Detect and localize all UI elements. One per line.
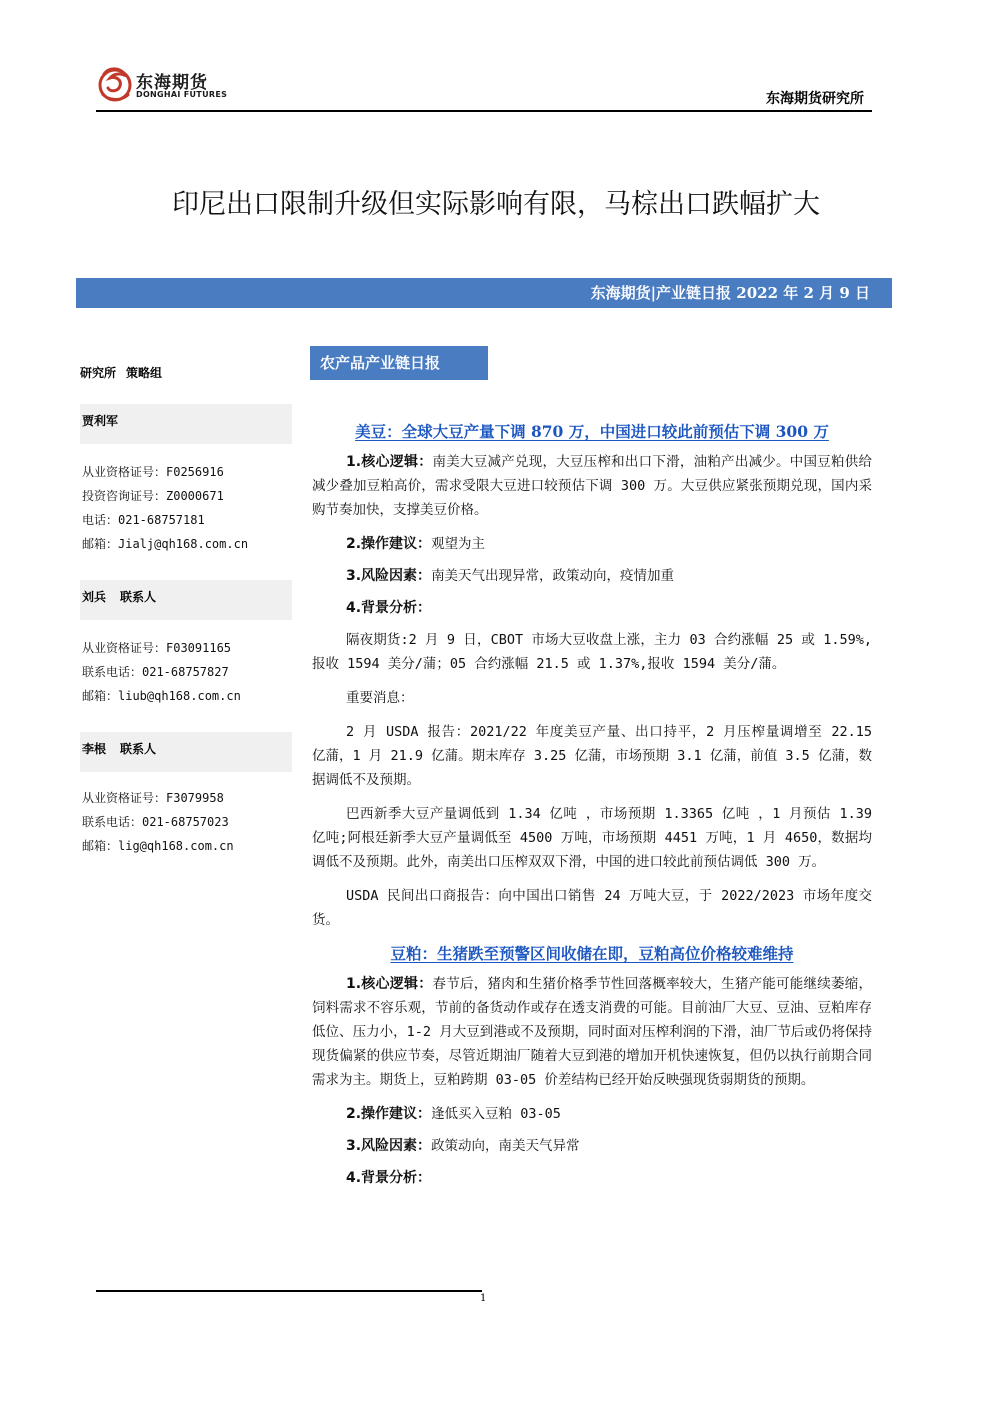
- risk-label: 3.风险因素：: [346, 1138, 432, 1154]
- report-body: [312, 420, 872, 1198]
- risk-text: 南美天气出现异常，政策动向，疫情加重: [431, 568, 675, 584]
- contact-line: 从业资格证号：F3079958: [82, 791, 224, 805]
- core-logic-text: 南美大豆减产兑现，大豆压榨和出口下滑，油粕产出减少。中国豆粕供给减少叠加豆粕高价，需求受限大豆进口较预估下调 300 万。大豆供应紧张预期兑现，国内采购节奏加快，支撑美豆价格。: [312, 454, 873, 518]
- background-analysis: [312, 596, 872, 620]
- contact-role: 联系人: [120, 742, 157, 756]
- contact-line: 电话：021-68757181: [82, 513, 205, 527]
- contact-name: 李根: [82, 742, 107, 756]
- background-paragraph: 重要消息：: [346, 690, 414, 706]
- core-logic-label: 1.核心逻辑：: [346, 976, 433, 992]
- logo-text-cn: 东海期货: [136, 73, 208, 93]
- contact-details: [82, 460, 248, 556]
- logo-text-en: DONGHAI FUTURES: [136, 90, 228, 99]
- contact-header: [80, 404, 292, 444]
- report-title: 印尼出口限制升级但实际影响有限，马棕出口跌幅扩大: [172, 189, 820, 220]
- advice-label: 2.操作建议：: [346, 536, 432, 552]
- contact-email[interactable]: 邮箱：liub@qh168.com.cn: [82, 689, 241, 703]
- contact-email[interactable]: 邮箱：lig@qh168.com.cn: [82, 839, 234, 853]
- background-label: 4.背景分析：: [346, 600, 432, 616]
- core-logic: [312, 972, 872, 1092]
- page-number: 1: [480, 1293, 487, 1304]
- contact-name: 贾利军: [82, 414, 119, 428]
- risk-factors: [312, 564, 872, 588]
- section-heading-soybean[interactable]: 美豆：全球大豆产量下调 870 万，中国进口较此前预估下调 300 万: [355, 422, 829, 441]
- risk-text: 政策动向，南美天气异常: [431, 1138, 580, 1154]
- contact-line: 从业资格证号：F03091165: [82, 641, 232, 655]
- advice-text: 逢低买入豆粕 03-05: [431, 1106, 561, 1122]
- contact-name: 刘兵: [82, 590, 107, 604]
- advice-text: 观望为主: [431, 536, 486, 552]
- company-logo: [96, 64, 236, 108]
- section-heading-soymeal[interactable]: 豆粕：生猪跌至预警区间收储在即，豆粕高位价格较难维持: [390, 944, 794, 963]
- operation-advice: [312, 532, 872, 556]
- date-banner: 东海期货|产业链日报 2022 年 2 月 9 日: [76, 278, 892, 308]
- core-logic: [312, 450, 872, 522]
- contact-header: [80, 732, 292, 772]
- header-org-name: 东海期货研究所: [766, 91, 864, 107]
- contact-details: [82, 786, 234, 858]
- header-divider: [96, 110, 872, 112]
- group-team: 策略组: [126, 366, 163, 380]
- contact-role: 联系人: [120, 590, 157, 604]
- section-tag: 农产品产业链日报: [310, 346, 488, 380]
- contact-line: 联系电话：021-68757827: [82, 665, 229, 679]
- contact-line: 投资咨询证号：Z0000671: [82, 489, 224, 503]
- advice-label: 2.操作建议：: [346, 1106, 432, 1122]
- contact-line: 联系电话：021-68757023: [82, 815, 229, 829]
- background-paragraph: 隔夜期货:2 月 9 日，CBOT 市场大豆收盘上涨，主力 03 合约涨幅 25 或 1.59%,报收 1594 美分/蒲；05 合约涨幅 21.5 或 1.37%,报收 1594 美分/蒲。: [312, 632, 872, 672]
- risk-label: 3.风险因素：: [346, 568, 432, 584]
- background-label: 4.背景分析：: [346, 1170, 432, 1186]
- operation-advice: [312, 1102, 872, 1126]
- contact-line: 从业资格证号：F0256916: [82, 465, 224, 479]
- footer-divider: [96, 1290, 482, 1292]
- sidebar-group-label: [80, 364, 172, 381]
- contact-details: [82, 636, 241, 708]
- core-logic-text: 春节后，猪肉和生猪价格季节性回落概率较大，生猪产能可能继续萎缩，饲料需求不容乐观，节前的备货动作或存在透支消费的可能。目前油厂大豆、豆油、豆粕库存低位、压力小，1-2 月大豆到港或不及预期，同时面对压榨利润的下滑，油厂节后或仍将保持现货偏紧的供应节奏，尽管近期油厂随着大豆到港的增加开机快速恢复，但仍以执行前期合同需求为主。期货上，豆粕跨期 03-05 价差结构已经开始反映强现货弱期货的预期。: [312, 976, 873, 1088]
- core-logic-label: 1.核心逻辑：: [346, 454, 433, 470]
- background-analysis: [312, 1166, 872, 1190]
- background-paragraph: USDA 民间出口商报告：向中国出口销售 24 万吨大豆，于 2022/2023 市场年度交货。: [312, 888, 872, 928]
- background-paragraph: 巴西新季大豆产量调低到 1.34 亿吨 ，市场预期 1.3365 亿吨 ，1 月预估 1.39 亿吨;阿根廷新季大豆产量调低至 4500 万吨，市场预期 4451 万吨，1 月 4650，数据均调低不及预期。此外，南美出口压榨双双下滑，中国的进口较此前预估调低 300 万。: [312, 806, 872, 870]
- risk-factors: [312, 1134, 872, 1158]
- dragon-logo-icon: [96, 64, 134, 104]
- group-dept: 研究所: [80, 366, 117, 380]
- background-paragraph: 2 月 USDA 报告：2021/22 年度美豆产量、出口持平，2 月压榨量调增至 22.15 亿蒲，1 月 21.9 亿蒲。期末库存 3.25 亿蒲，市场预期 3.1 亿蒲，前值 3.5 亿蒲，数据调低不及预期。: [312, 724, 872, 788]
- contact-header: [80, 580, 292, 620]
- contact-email[interactable]: 邮箱：Jialj@qh168.com.cn: [82, 537, 249, 551]
